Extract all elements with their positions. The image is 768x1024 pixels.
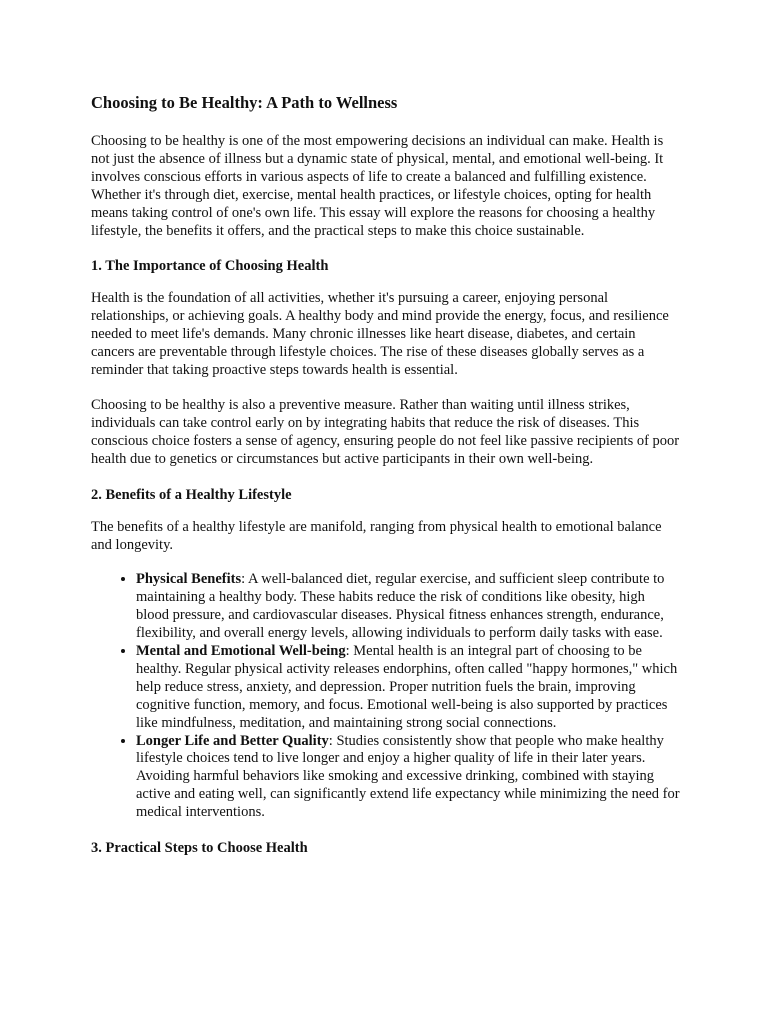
intro-paragraph: Choosing to be healthy is one of the most empowering decisions an individual can make. Health is not just the absence of illness but a dynamic state of physical, mental, and emotional well-being. It involves conscious efforts in various aspects of life to create a balanced and fulfilling existence. Whether it's through diet, exercise, mental health practices, or lifestyle choices, opting for health means taking control of one's own life. This essay will explore the reasons for choosing a healthy lifestyle, the benefits it offers, and the practical steps to make this choice sustainable.	[91, 133, 664, 239]
section-3-heading: 3. Practical Steps to Choose Health	[91, 840, 308, 857]
bullet-text: : Studies consistently show that people who make healthy lifestyle choices tend to live longer and enjoy a higher quality of life in their later years. Avoiding harmful behaviors like smoking and excessive drinking, combined with staying active and eating well, can significantly extend life expectancy while minimizing the need for medical interventions.	[136, 732, 680, 821]
document-page	[91, 93, 681, 872]
list-item-physical-benefits	[136, 571, 681, 643]
bullet-term: Mental and Emotional Well-being	[136, 643, 346, 660]
section-1-paragraph-2: Choosing to be healthy is also a preventive measure. Rather than waiting until illness strikes, individuals can take control early on by integrating habits that reduce the risk of diseases. This conscious choice fosters a sense of agency, ensuring people do not feel like passive recipients of poor health due to genetics or circumstances but active participants in their own well-being.	[91, 396, 680, 467]
section-1-paragraph-1: Health is the foundation of all activities, whether it's pursuing a career, enjoying personal relationships, or achieving goals. A healthy body and mind provide the energy, focus, and resilience needed to meet life's demands. Many chronic illnesses like heart disease, diabetes, and certain cancers are preventable through lifestyle choices. The rise of these diseases globally serves as a reminder that taking proactive steps towards health is essential.	[91, 290, 669, 379]
list-item-mental-wellbeing	[136, 643, 681, 733]
benefits-list	[91, 571, 681, 822]
bullet-text: : Mental health is an integral part of choosing to be healthy. Regular physical activity releases endorphins, often called "happy hormones," which help reduce stress, anxiety, and depression. Proper nutrition fuels the brain, improving cognitive function, memory, and focus. Emotional well-being is also supported by practices like mindfulness, meditation, and maintaining strong social connections.	[136, 643, 678, 731]
section-2-heading: 2. Benefits of a Healthy Lifestyle	[91, 486, 292, 503]
bullet-term: Longer Life and Better Quality	[136, 732, 329, 749]
list-item-longer-life	[136, 733, 681, 823]
document-title: Choosing to Be Healthy: A Path to Wellness	[91, 93, 398, 112]
section-1-heading: 1. The Importance of Choosing Health	[91, 258, 329, 275]
section-2-intro: The benefits of a healthy lifestyle are manifold, ranging from physical health to emotional balance and longevity.	[91, 518, 662, 553]
bullet-term: Physical Benefits	[136, 571, 242, 588]
bullet-text: : A well-balanced diet, regular exercise, and sufficient sleep contribute to maintaining a healthy body. These habits reduce the risk of conditions like obesity, high blood pressure, and cardiovascular diseases. Physical fitness enhances strength, endurance, flexibility, and overall energy levels, allowing individuals to perform daily tasks with ease.	[136, 571, 665, 642]
